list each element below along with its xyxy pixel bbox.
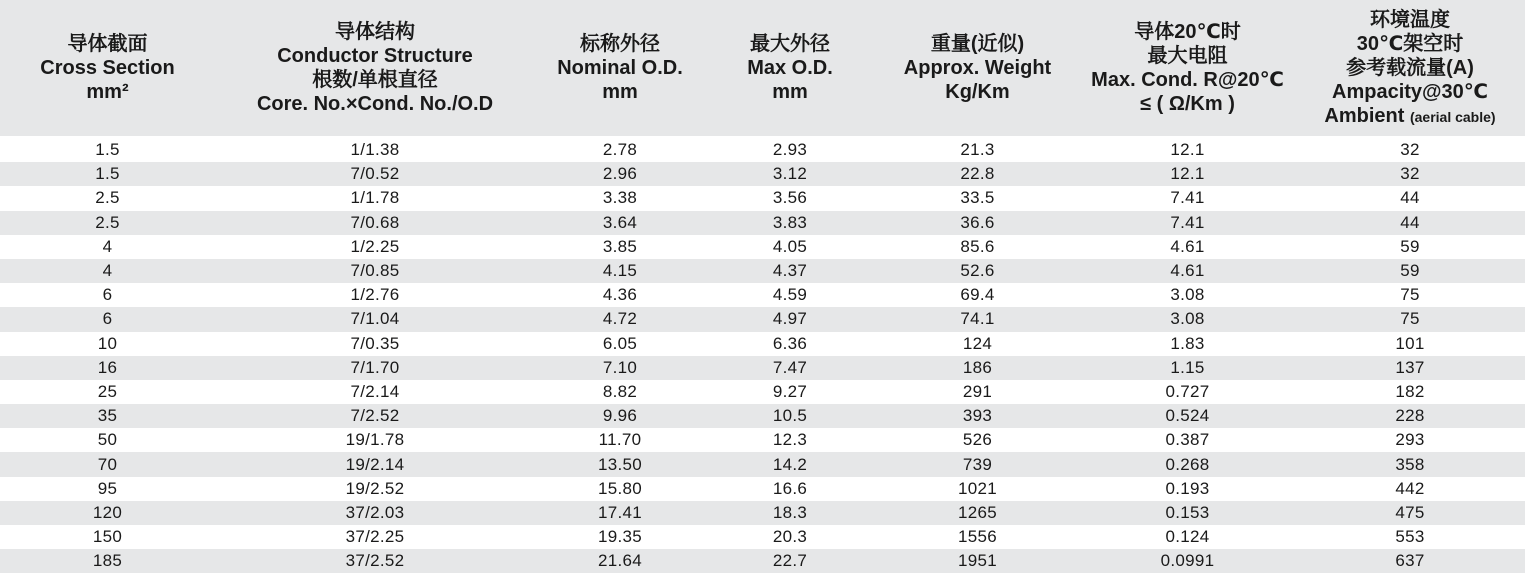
cell-conductor-structure: 7/2.52 [215,404,535,428]
header-line: 30℃架空时 [1356,32,1464,55]
cell-nominal-od: 19.35 [597,527,643,547]
cell-max-resistance: 4.61 [1080,259,1295,283]
cell-ampacity: 442 [1395,478,1425,498]
cell-conductor-structure: 1/1.38 [215,137,535,162]
header-line [1297,104,1523,129]
cell-approx-weight: 739 [875,452,1080,476]
cell-cross-section: 25 [97,381,118,401]
header-nominal-od [535,0,705,137]
cell-max-resistance: 1.15 [1080,356,1295,380]
cell-conductor-structure: 37/2.03 [215,501,535,525]
header-line: 环境温度 [1370,8,1450,31]
cell-conductor-structure: 37/2.52 [215,549,535,573]
table-row [0,307,1525,331]
cell-ampacity: 637 [1295,549,1525,573]
header-line: Cross Section [40,57,175,79]
header-line: Nominal O.D. [557,57,683,79]
cell-conductor-structure: 19/2.52 [345,478,405,498]
cell-nominal-od: 17.41 [535,501,705,525]
cell-conductor-structure: 19/1.78 [345,430,405,450]
cell-approx-weight: 186 [875,356,1080,380]
cell-conductor-structure: 7/0.52 [215,162,535,186]
table-row [0,380,1525,404]
header-line: Conductor Structure [277,45,473,67]
cell-nominal-od: 11.70 [598,430,642,450]
cell-nominal-od: 4.36 [602,285,638,305]
cell-approx-weight: 33.5 [960,188,995,208]
cell-approx-weight: 22.8 [875,162,1080,186]
cell-cross-section: 6 [0,307,215,331]
cell-max-resistance: 0.387 [1165,430,1210,450]
cell-ampacity: 59 [1295,259,1525,283]
cell-max-od: 2.93 [705,137,875,162]
header-line: Ampacity@30℃ [1332,80,1488,103]
cell-conductor-structure: 7/0.68 [215,211,535,235]
cell-max-od: 4.05 [772,236,808,256]
cell-max-od: 3.83 [705,211,875,235]
cell-max-od: 12.3 [772,430,808,450]
header-line: mm [602,81,638,103]
cell-max-od: 3.56 [772,188,808,208]
cell-max-resistance: 0.268 [1080,452,1295,476]
header-ampacity [1295,0,1525,137]
cell-conductor-structure: 7/0.85 [215,259,535,283]
header-ambient: Ambient [1324,104,1405,127]
cell-cross-section: 35 [0,404,215,428]
cell-approx-weight: 526 [962,430,993,450]
cell-nominal-od: 7.10 [535,356,705,380]
cell-nominal-od: 13.50 [535,452,705,476]
cell-nominal-od: 15.80 [597,478,643,498]
cell-conductor-structure: 7/0.35 [350,333,400,353]
cell-nominal-od: 3.38 [602,188,638,208]
cell-ampacity: 293 [1395,430,1425,450]
cell-approx-weight: 1556 [957,527,998,547]
header-line: Approx. Weight [903,57,1052,79]
table-row [0,356,1525,380]
cell-cross-section: 70 [0,452,215,476]
cell-approx-weight: 21.3 [875,137,1080,162]
cell-ampacity: 44 [1295,211,1525,235]
header-approx-weight [875,0,1080,137]
cell-max-resistance: 0.524 [1080,404,1295,428]
table-row [0,404,1525,428]
cell-cross-section: 1.5 [0,162,215,186]
cell-max-resistance: 4.61 [1170,236,1205,256]
cell-approx-weight: 36.6 [875,211,1080,235]
header-line: Max. Cond. R@20℃ [1091,69,1284,91]
cell-ampacity: 75 [1295,307,1525,331]
table-row [0,452,1525,476]
cell-approx-weight: 1265 [875,501,1080,525]
cell-ampacity: 182 [1395,381,1425,401]
table-row [0,283,1525,307]
cell-nominal-od: 2.78 [535,137,705,162]
cell-cross-section: 2.5 [0,211,215,235]
header-line: 最大外径 [750,33,830,55]
header-aerial-note: (aerial cable) [1409,108,1496,125]
cell-max-resistance: 12.1 [1080,137,1295,162]
cell-ampacity: 75 [1400,285,1420,305]
cell-max-od: 4.37 [705,259,875,283]
cell-cross-section: 95 [97,478,118,498]
header-line: mm [772,81,808,103]
cell-nominal-od: 3.85 [602,236,638,256]
cell-nominal-od: 6.05 [602,333,638,353]
cell-cross-section: 4 [0,259,215,283]
cell-approx-weight: 124 [962,333,993,353]
cell-max-od: 14.2 [705,452,875,476]
cell-max-od: 10.5 [705,404,875,428]
header-row [0,0,1525,137]
cell-approx-weight: 52.6 [875,259,1080,283]
table-row [0,186,1525,210]
cell-max-od: 22.7 [705,549,875,573]
table-row [0,525,1525,549]
table-row [0,549,1525,573]
cell-cross-section: 185 [0,549,215,573]
cell-max-resistance: 0.0991 [1080,549,1295,573]
cell-max-resistance: 12.1 [1080,162,1295,186]
cell-cross-section: 120 [0,501,215,525]
header-line: mm² [86,81,129,103]
table-row [0,235,1525,259]
cell-cross-section: 10 [97,333,118,353]
header-line: ≤ ( Ω/Km ) [1140,93,1235,115]
cell-nominal-od: 2.96 [535,162,705,186]
cell-max-od: 18.3 [705,501,875,525]
cell-nominal-od: 9.96 [535,404,705,428]
cell-max-resistance: 0.124 [1165,527,1210,547]
table-row [0,137,1525,162]
cell-max-od: 9.27 [772,381,808,401]
cell-approx-weight: 1021 [957,478,998,498]
cell-nominal-od: 4.72 [535,307,705,331]
cell-max-resistance: 0.153 [1080,501,1295,525]
cell-cross-section: 150 [92,527,123,547]
cell-conductor-structure: 37/2.25 [345,527,405,547]
cell-nominal-od: 3.64 [535,211,705,235]
cell-max-resistance: 1.83 [1170,333,1205,353]
cell-approx-weight: 69.4 [960,285,995,305]
header-line: 重量(近似) [930,33,1025,55]
cell-approx-weight: 291 [962,381,993,401]
cell-cross-section: 4 [102,236,113,256]
cell-ampacity: 32 [1295,162,1525,186]
cell-nominal-od: 8.82 [602,381,638,401]
table-body [0,137,1525,573]
header-max-od [705,0,875,137]
cell-ampacity: 358 [1295,452,1525,476]
cell-conductor-structure: 7/1.04 [215,307,535,331]
cell-max-resistance: 0.193 [1165,478,1210,498]
header-line: 导体20℃时 [1134,21,1241,43]
cell-ampacity: 228 [1295,404,1525,428]
cell-max-resistance: 7.41 [1080,211,1295,235]
cell-ampacity: 553 [1395,527,1425,547]
cell-conductor-structure: 19/2.14 [215,452,535,476]
cell-conductor-structure: 1/2.25 [350,236,400,256]
cell-max-od: 4.97 [705,307,875,331]
table-row [0,162,1525,186]
header-line: 根数/单根直径 [312,69,438,91]
cell-max-od: 6.36 [772,333,808,353]
header-line: 最大电阻 [1147,45,1228,67]
cell-conductor-structure: 1/2.76 [350,285,400,305]
header-line: Core. No.×Cond. No./O.D [256,93,494,115]
cell-max-od: 3.12 [705,162,875,186]
cell-cross-section: 16 [0,356,215,380]
cell-conductor-structure: 1/1.78 [350,188,400,208]
cell-cross-section: 1.5 [0,137,215,162]
cell-max-resistance: 0.727 [1165,381,1210,401]
cell-max-od: 16.6 [772,478,808,498]
table-row [0,501,1525,525]
header-cross-section [0,0,215,137]
table-row [0,477,1525,501]
cell-nominal-od: 4.15 [535,259,705,283]
cell-ampacity: 44 [1400,188,1420,208]
cell-max-resistance: 3.08 [1170,285,1205,305]
cell-conductor-structure: 7/1.70 [215,356,535,380]
cell-ampacity: 59 [1400,236,1420,256]
cell-approx-weight: 1951 [875,549,1080,573]
cell-approx-weight: 85.6 [960,236,995,256]
header-line: 导体截面 [67,33,148,55]
table-row [0,259,1525,283]
cell-ampacity: 32 [1295,137,1525,162]
cell-max-od: 7.47 [705,356,875,380]
header-line: 导体结构 [335,21,415,43]
cell-approx-weight: 74.1 [875,307,1080,331]
table-row [0,332,1525,356]
header-line: Kg/Km [945,81,1010,103]
cell-ampacity: 137 [1295,356,1525,380]
header-line: Max O.D. [747,57,833,79]
cell-cross-section: 50 [97,430,118,450]
cell-conductor-structure: 7/2.14 [350,381,400,401]
table-row [0,211,1525,235]
cell-nominal-od: 21.64 [535,549,705,573]
cell-approx-weight: 393 [875,404,1080,428]
header-line: 标称外径 [580,33,660,55]
header-conductor-structure [215,0,535,137]
cell-ampacity: 475 [1295,501,1525,525]
cell-cross-section: 2.5 [95,188,120,208]
header-max-resistance [1080,0,1295,137]
cell-max-resistance: 3.08 [1080,307,1295,331]
cell-ampacity: 101 [1395,333,1425,353]
cell-max-resistance: 7.41 [1170,188,1205,208]
cell-cross-section: 6 [102,285,113,305]
cell-max-od: 20.3 [772,527,808,547]
header-line: 参考载流量(A) [1346,56,1474,79]
table-row [0,428,1525,452]
cell-max-od: 4.59 [772,285,808,305]
